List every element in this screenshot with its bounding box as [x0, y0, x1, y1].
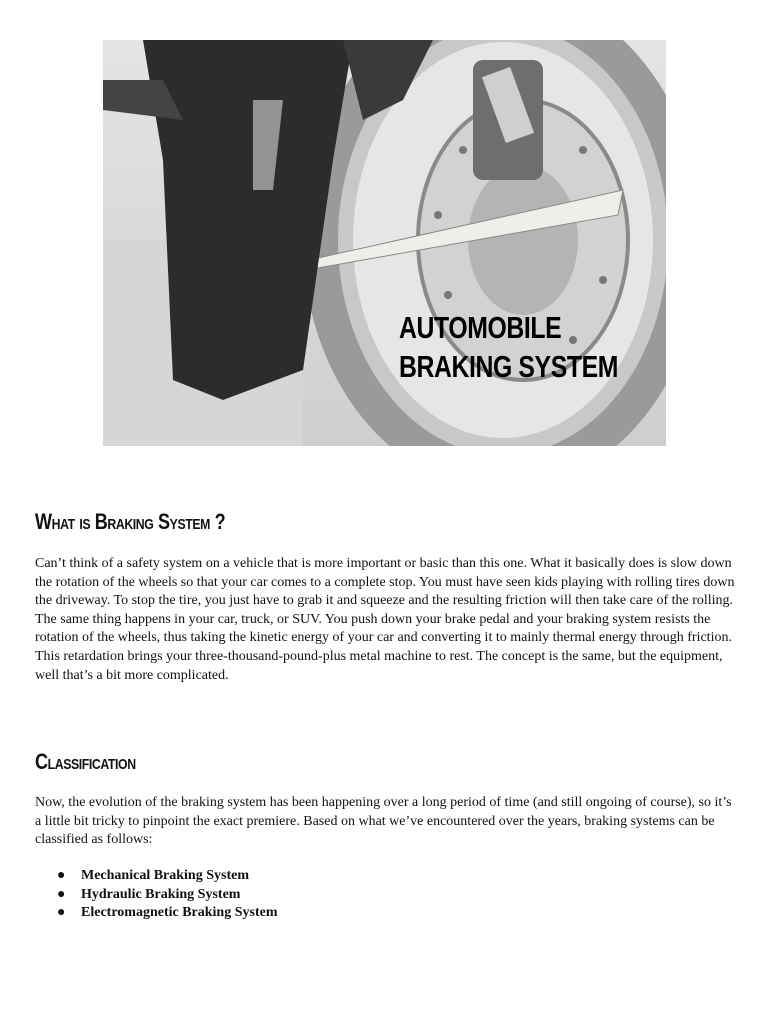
- list-item-label: Electromagnetic Braking System: [81, 905, 278, 921]
- classification-list: [35, 867, 278, 923]
- hero-title-line-2: BRAKING SYSTEM: [399, 349, 618, 384]
- section-heading-what-is-braking-system: What is Braking System ?: [35, 509, 226, 534]
- list-item: [35, 886, 278, 905]
- hero-title-line-1: AUTOMOBILE: [399, 310, 562, 345]
- list-item-label: Hydraulic Braking System: [81, 886, 241, 902]
- section-heading-classification: Classification: [35, 749, 136, 774]
- list-item: [35, 904, 278, 923]
- section-paragraph-classification: Now, the evolution of the braking system has been happening over a long period of time (and still ongoing of course), so it’s a little bit tricky to pinpoint the exact premiere. Based on what we’ve encountered over the years, braking systems can be classified as follows:: [35, 795, 732, 848]
- section-paragraph-what-is-braking-system: Can’t think of a safety system on a vehicle that is more important or basic than this one. What it basically does is slow down the rotation of the wheels so that your car comes to a complete stop. You must have seen kids playing with rolling tires down the driveway. To stop the tire, you just have to grab it and squeeze and the resulting friction will then take care of the rolling. The same thing happens in your car, truck, or SUV. You push down your brake pedal and your braking system resists the rotation of the wheels, thus taking the kinetic energy of your car and converting it to mainly thermal energy through friction. This retardation brings your three-thousand-pound-plus metal machine to rest. The concept is the same, but the equipment, well that’s a bit more complicated.: [35, 556, 735, 683]
- hero-image: [103, 40, 666, 446]
- bullet-icon: ●: [57, 886, 66, 902]
- bullet-icon: ●: [57, 905, 66, 921]
- bullet-icon: ●: [57, 868, 66, 883]
- list-item-label: Mechanical Braking System: [81, 868, 249, 883]
- list-item: [35, 867, 278, 886]
- hero-title: [399, 308, 618, 386]
